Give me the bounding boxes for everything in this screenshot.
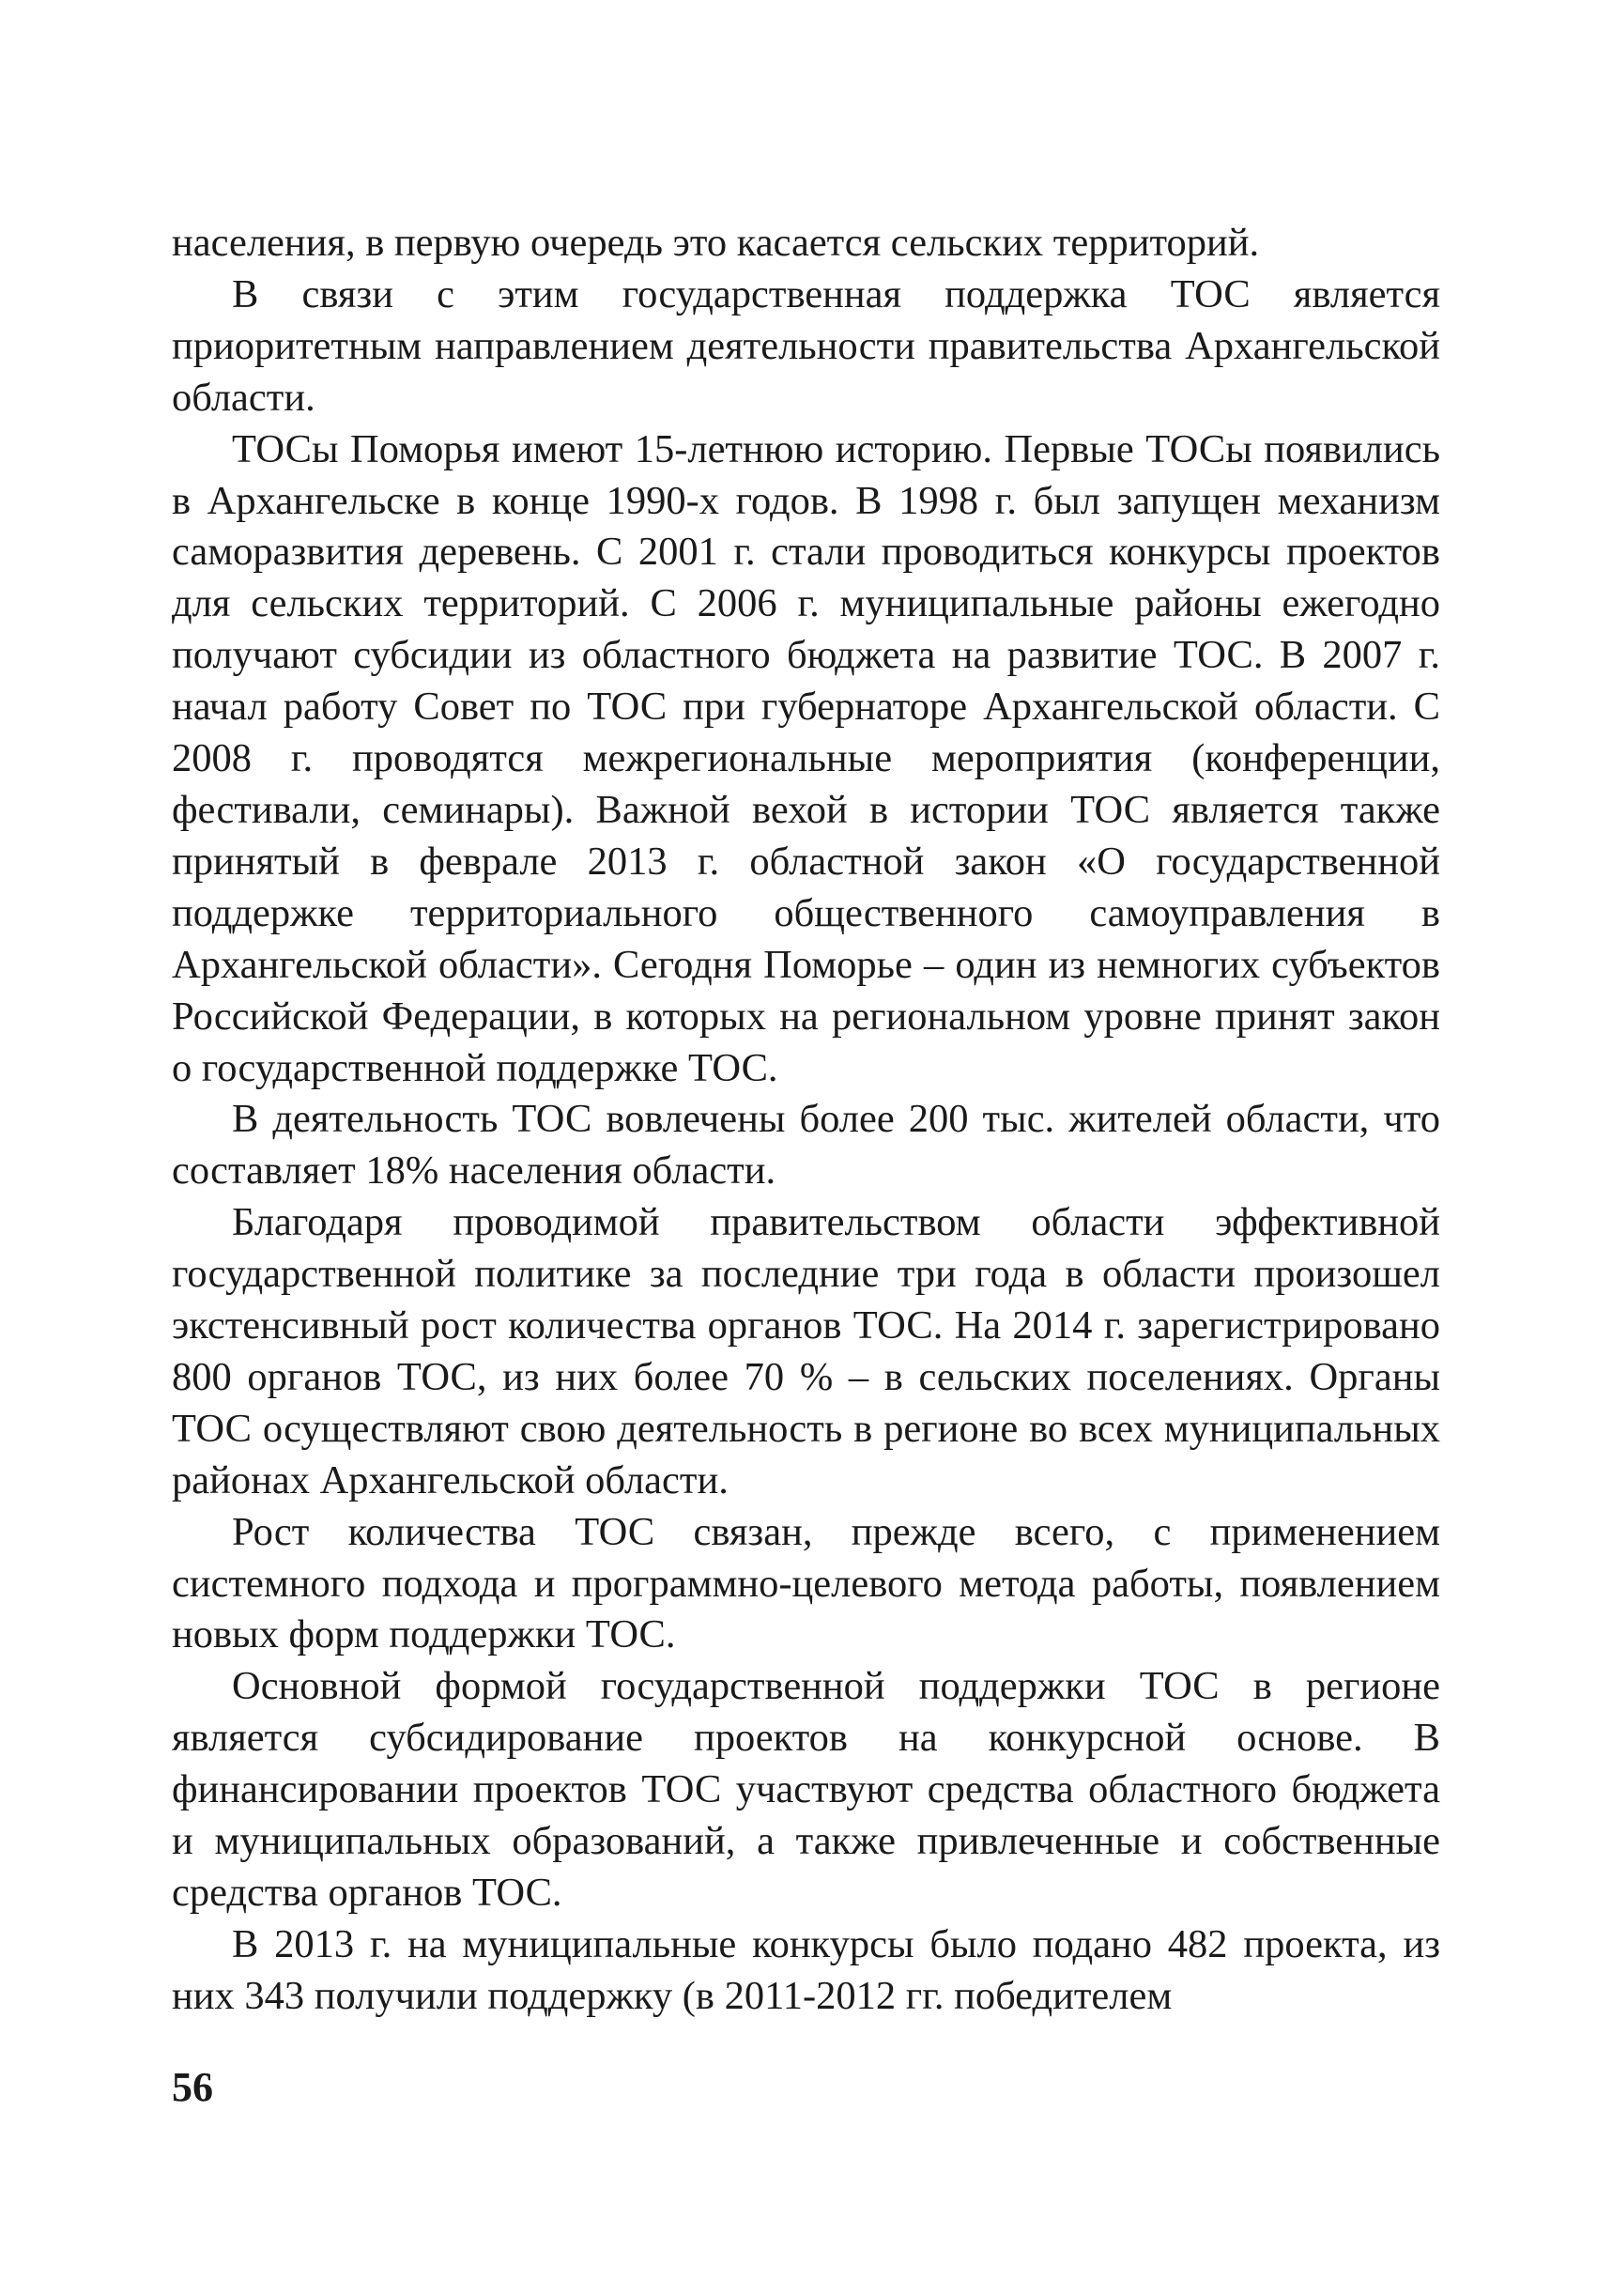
paragraph: Благодаря проводимой правительством области эффективной государственной политике за последние три года в области произошел экстенсивный рост количества органов ТОС. На 2014 г. зарегистрировано 800 органов ТОС, из них более 70 % – в сельских поселениях. Органы ТОС осуществляют свою деятельность в регионе во всех муниципальных районах Архангельской области. xyxy=(172,1200,1440,1502)
paragraph: Рост количества ТОС связан, прежде всего, с применением системного подхода и программно-целевого метода работы, появлением новых форм поддержки ТОС. xyxy=(172,1509,1440,1657)
paragraph: ТОСы Поморья имеют 15-летнюю историю. Первые ТОСы появились в Архангельске в конце 1990-х годов. В 1998 г. был запущен механизм саморазвития деревень. С 2001 г. стали проводиться конкурсы проектов для сельских территорий. С 2006 г. муниципальные районы ежегодно получают субсидии из областного бюджета на развитие ТОС. В 2007 г. начал работу Совет по ТОС при губернаторе Архангельской области. С 2008 г. проводятся межрегиональные мероприятия (конференции, фестивали, семинары). Важной вехой в истории ТОС является также принятый в феврале 2013 г. областной закон «О государственной поддержке территориального общественного самоуправления в Архангельской области». Сегодня Поморье – один из немногих субъектов Российской Федерации, в которых на региональном уровне принят закон о государственной поддержке ТОС. xyxy=(172,426,1440,1090)
paragraph: В связи с этим государственная поддержка ТОС является приоритетным направлением деятельности правительства Архангельской области. xyxy=(172,271,1440,420)
paragraph: Основной формой государственной поддержки ТОС в регионе является субсидирование проектов на конкурсной основе. В финансировании проектов ТОС участвуют средства областного бюджета и муниципальных образований, а также привлеченные и собственные средства органов ТОС. xyxy=(172,1664,1440,1915)
page-number: 56 xyxy=(172,2064,213,2110)
paragraph: В деятельность ТОС вовлечены более 200 тыс. жителей области, что составляет 18% населения области. xyxy=(172,1097,1440,1194)
paragraph-continuation: населения, в первую очередь это касается сельских территорий. xyxy=(172,221,1260,265)
paragraph: В 2013 г. на муниципальные конкурсы было подано 482 проекта, из них 343 получили поддержку (в 2011-2012 гг. победителем xyxy=(172,1921,1440,2018)
body-text xyxy=(172,218,1440,2023)
